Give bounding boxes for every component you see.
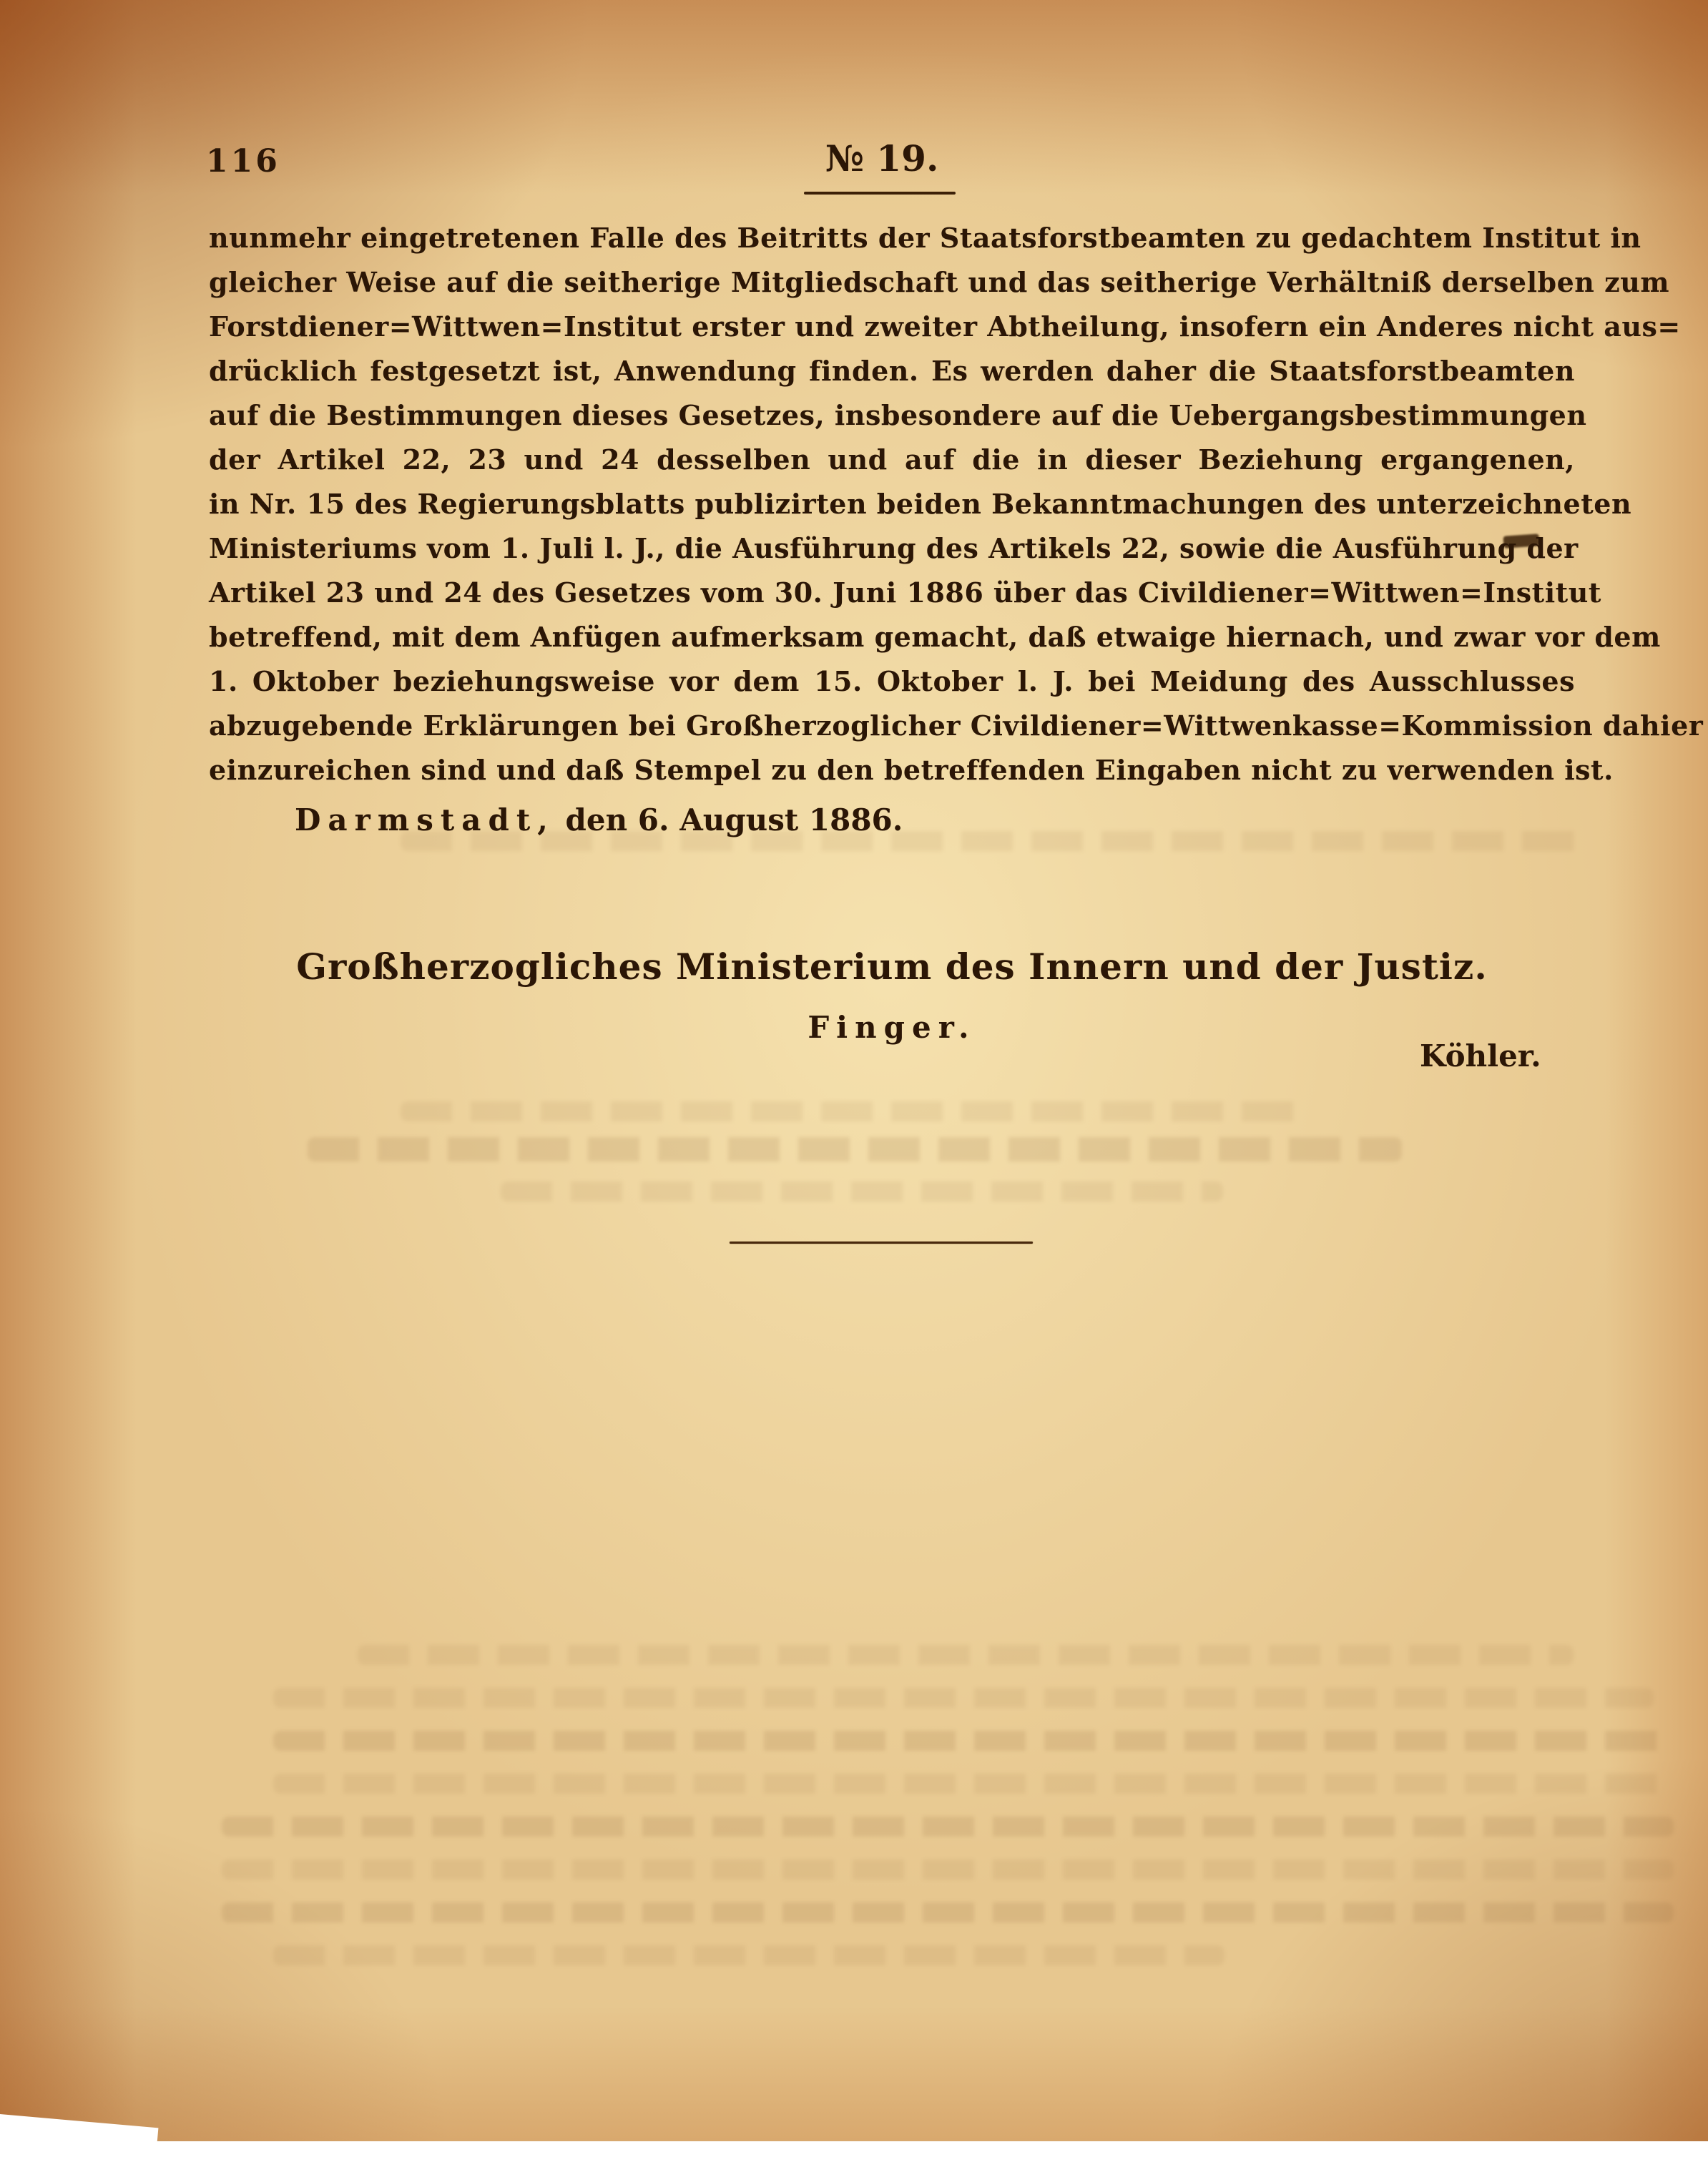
bleed-through-line: [273, 1688, 1654, 1708]
bleed-through-line: [222, 1902, 1674, 1922]
dateline-rest: den 6. August 1886.: [554, 802, 903, 837]
paragraph-line: gleicher Weise auf die seitherige Mitgliedschaft und das seitherige Verhältniß derselben zum: [209, 266, 1670, 298]
signature-koehler: Köhler.: [1420, 1038, 1541, 1073]
section-separator-rule: [730, 1242, 1033, 1244]
bleed-through-line: [222, 1817, 1674, 1837]
body-paragraph: [209, 216, 1704, 792]
dateline: [295, 802, 903, 837]
paragraph-line: auf die Bestimmungen dieses Gesetzes, insbesondere auf die Uebergangsbestimmungen: [209, 399, 1587, 431]
paragraph-line: betreffend, mit dem Anfügen aufmerksam gemacht, daß etwaige hiernach, und zwar vor dem: [209, 621, 1661, 653]
bleed-through-line: [273, 1731, 1668, 1751]
bleed-through-line: [273, 1774, 1668, 1794]
paragraph-line: drücklich festgesetzt ist, Anwendung finden. Es werden daher die Staatsforstbeamten: [209, 355, 1575, 387]
ministry-heading: Großherzogliches Ministerium des Innern und der Justiz.: [296, 945, 1488, 988]
signature-finger: Finger.: [808, 1010, 976, 1045]
bleed-through-line: [308, 1137, 1402, 1161]
bleed-through-line: [222, 1859, 1674, 1880]
paragraph-line: 1. Oktober beziehungsweise vor dem 15. Oktober l. J. bei Meidung des Ausschlusses: [209, 665, 1575, 697]
issue-number: № 19.: [825, 137, 939, 180]
bleed-through-line: [401, 1101, 1309, 1121]
dateline-place: Darmstadt,: [295, 802, 555, 837]
scan-edge-strip: [0, 2141, 1708, 2157]
paragraph-line: Artikel 23 und 24 des Gesetzes vom 30. Juni 1886 über das Civildiener=Wittwen=Institut: [209, 576, 1601, 609]
paragraph-line: in Nr. 15 des Regierungsblatts publizirten beiden Bekanntmachungen des unterzeichneten: [209, 488, 1632, 520]
paragraph-line: Ministeriums vom 1. Juli l. J., die Ausführung des Artikels 22, sowie die Ausführung der: [209, 532, 1579, 564]
bleed-through-line: [273, 1945, 1224, 1965]
paragraph-line: der Artikel 22, 23 und 24 desselben und auf die in dieser Beziehung ergangenen,: [209, 443, 1575, 476]
issue-number-underline: [804, 192, 956, 195]
paragraph-line: Forstdiener=Wittwen=Institut erster und zweiter Abtheilung, insofern ein Anderes nicht aus=: [209, 310, 1681, 343]
bleed-through-line: [501, 1181, 1223, 1202]
paragraph-line: abzugebende Erklärungen bei Großherzoglicher Civildiener=Wittwenkasse=Kommission dahier: [209, 709, 1704, 742]
page-number: 116: [206, 143, 280, 180]
bleed-through-line: [358, 1645, 1574, 1665]
paragraph-line: einzureichen sind und daß Stempel zu den betreffenden Eingaben nicht zu verwenden ist.: [209, 754, 1614, 786]
paragraph-line: nunmehr eingetretenen Falle des Beitritts der Staatsforstbeamten zu gedachtem Institut in: [209, 222, 1641, 254]
